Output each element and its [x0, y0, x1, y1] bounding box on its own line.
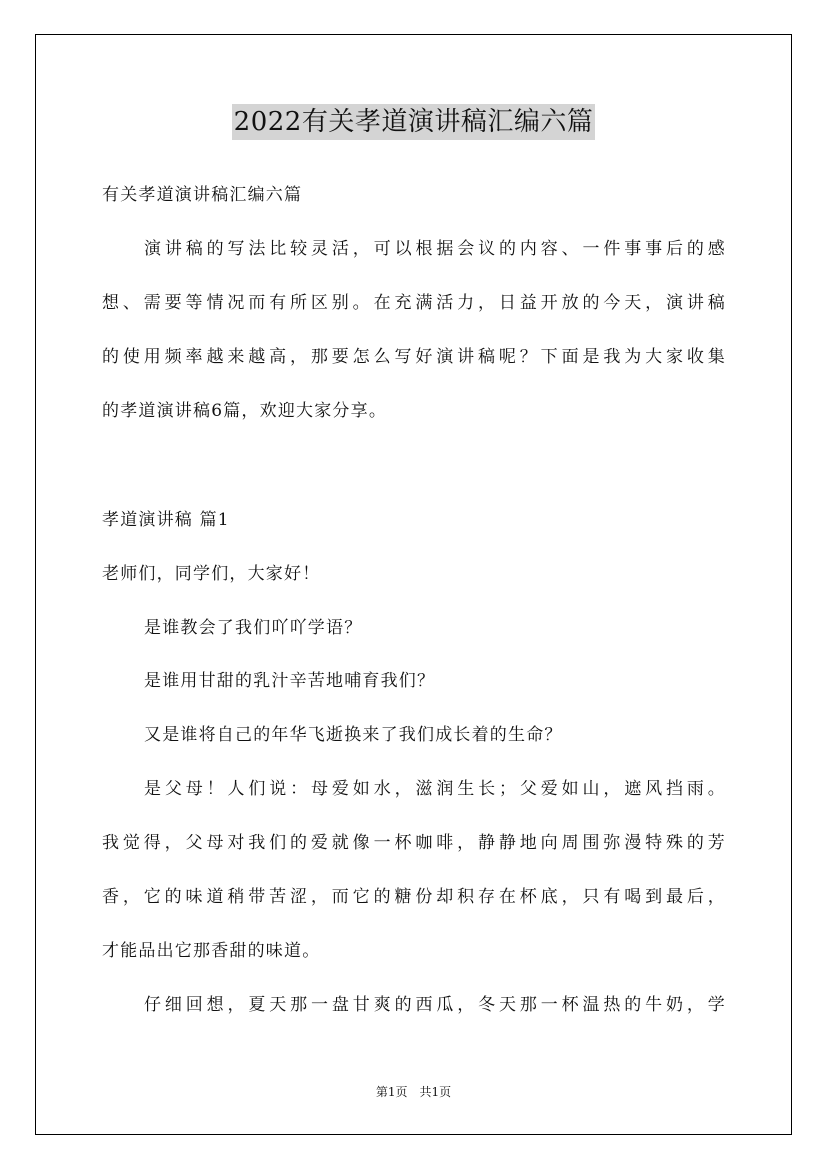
question-1: 是谁教会了我们吖吖学语？	[144, 618, 363, 638]
intro-line-1: 演讲稿的写法比较灵活，可以根据会议的内容、一件事事后的感	[144, 239, 726, 259]
page-total: 共1页	[419, 1085, 452, 1099]
paragraph-line-1: 是父母！人们说：母爱如水，滋润生长；父爱如山，遮风挡雨。	[144, 779, 726, 799]
paragraph-line-4: 才能品出它那香甜的味道。	[102, 941, 321, 961]
document-subtitle: 有关孝道演讲稿汇编六篇	[102, 185, 303, 205]
page-footer	[0, 1084, 827, 1100]
question-3: 又是谁将自己的年华飞逝换来了我们成长着的生命？	[144, 725, 563, 745]
document-title: 2022有关孝道演讲稿汇编六篇	[232, 104, 596, 140]
paragraph-line-2: 我觉得，父母对我们的爱就像一杯咖啡，静静地向周围弥漫特殊的芳	[102, 833, 726, 853]
page-number: 第1页	[375, 1085, 408, 1099]
intro-line-3: 的使用频率越来越高，那要怎么写好演讲稿呢？下面是我为大家收集	[102, 347, 726, 367]
paragraph-line-3: 香，它的味道稍带苦涩，而它的糖份却积存在杯底，只有喝到最后，	[102, 887, 726, 907]
greeting: 老师们，同学们，大家好！	[102, 564, 321, 584]
intro-line-4: 的孝道演讲稿6篇，欢迎大家分享。	[102, 401, 388, 421]
intro-line-2: 想、需要等情况而有所区别。在充满活力，日益开放的今天，演讲稿	[102, 293, 726, 313]
question-2: 是谁用甘甜的乳汁辛苦地哺育我们？	[144, 671, 436, 691]
title-container	[0, 104, 827, 140]
section-heading: 孝道演讲稿 篇1	[102, 510, 230, 530]
last-visible-line: 仔细回想，夏天那一盘甘爽的西瓜，冬天那一杯温热的牛奶，学	[144, 995, 726, 1015]
